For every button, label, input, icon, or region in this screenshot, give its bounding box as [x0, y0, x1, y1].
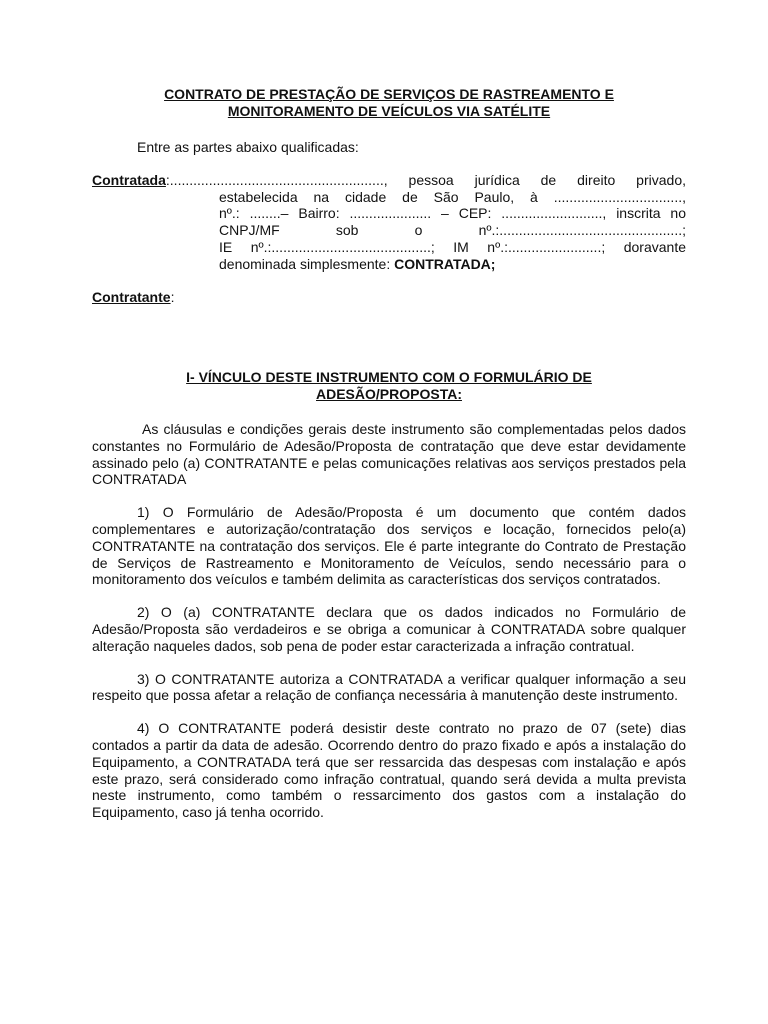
contratante-block: [92, 289, 686, 306]
document-title-line-1: CONTRATO DE PRESTAÇÃO DE SERVIÇOS DE RASTREAMENTO E: [164, 86, 614, 102]
contratada-line-6: [219, 256, 686, 273]
contratada-line-5: IE nº.:.........................................; IM nº.:........................; doravante: [219, 238, 686, 255]
contratada-line-3: nº.: ........– Bairro: ..................... – CEP: .........................., inscrita no: [219, 205, 686, 222]
contratada-line-4: CNPJ/MF sob o nº.:...............................................;: [219, 222, 686, 239]
document-title: [92, 86, 686, 119]
contratada-line-6-bold: CONTRATADA;: [394, 255, 496, 272]
contratada-details: [219, 189, 686, 273]
clause-1-paragraph: 1) O Formulário de Adesão/Proposta é um documento que contém dados complementares e autorização/contratação dos serviços e locação, fornecidos pelo(a) CONTRATANTE na contratação dos serviços. Ele é parte integrante do Contrato de Prestação de Serviços de Rastreamento e Monitoramento de Veículos, sendo necessário para o monitoramento dos veículos e também delimita as características dos serviços contratados.: [92, 504, 686, 588]
contratada-first-line: [92, 172, 686, 189]
contratante-suffix: :: [170, 288, 175, 305]
intro-text: Entre as partes abaixo qualificadas:: [137, 139, 359, 155]
document-title-line-2: MONITORAMENTO DE VEÍCULOS VIA SATÉLITE: [227, 102, 551, 119]
section-1-title-line-2: ADESÃO/PROPOSTA:: [316, 386, 462, 403]
section-1-title: [92, 369, 686, 403]
contratada-label: Contratada: [92, 171, 166, 188]
section-1-paragraph: As cláusulas e condições gerais deste instrumento são complementadas pelos dados constantes no Formulário de Adesão/Proposta de contratação que deve estar devidamente assinado pelo (a) CONTRATANTE e pelas comunicações relativas aos serviços prestados pela CONTRATADA: [92, 420, 686, 488]
clause-3-paragraph: 3) O CONTRATANTE autoriza a CONTRATADA a verificar qualquer informação a seu respeito que possa afetar a relação de confiança necessária à manutenção deste instrumento.: [92, 670, 686, 704]
contratada-line-2: estabelecida na cidade de São Paulo, à .................................,: [219, 188, 686, 205]
clause-2-paragraph: 2) O (a) CONTRATANTE declara que os dados indicados no Formulário de Adesão/Proposta são verdadeiros e se obriga a comunicar à CONTRATADA sobre qualquer alteração naqueles dados, sob pena de poder estar caracterizada a infração contratual.: [92, 604, 686, 654]
section-1-title-line-1: I- VÍNCULO DESTE INSTRUMENTO COM O FORMULÁRIO DE: [186, 369, 592, 386]
contratada-line-1: :......................................................., pessoa jurídica de direito privado,: [165, 171, 686, 188]
contratada-line-6-text: denominada simplesmente:: [219, 255, 395, 272]
clause-4-paragraph: 4) O CONTRATANTE poderá desistir deste contrato no prazo de 07 (sete) dias contados a partir da data de adesão. Ocorrendo dentro do prazo fixado e após a instalação do Equipamento, a CONTRATADA terá que ser ressarcida das despesas com instalação e após este prazo, será considerado como infração contratual, quando será devida a multa prevista neste instrumento, como também o ressarcimento dos gastos com a instalação do Equipamento, caso já tenha ocorrido.: [92, 720, 686, 821]
contratante-label: Contratante: [92, 288, 171, 305]
contratada-block: [92, 172, 686, 273]
document-page: [92, 86, 686, 837]
